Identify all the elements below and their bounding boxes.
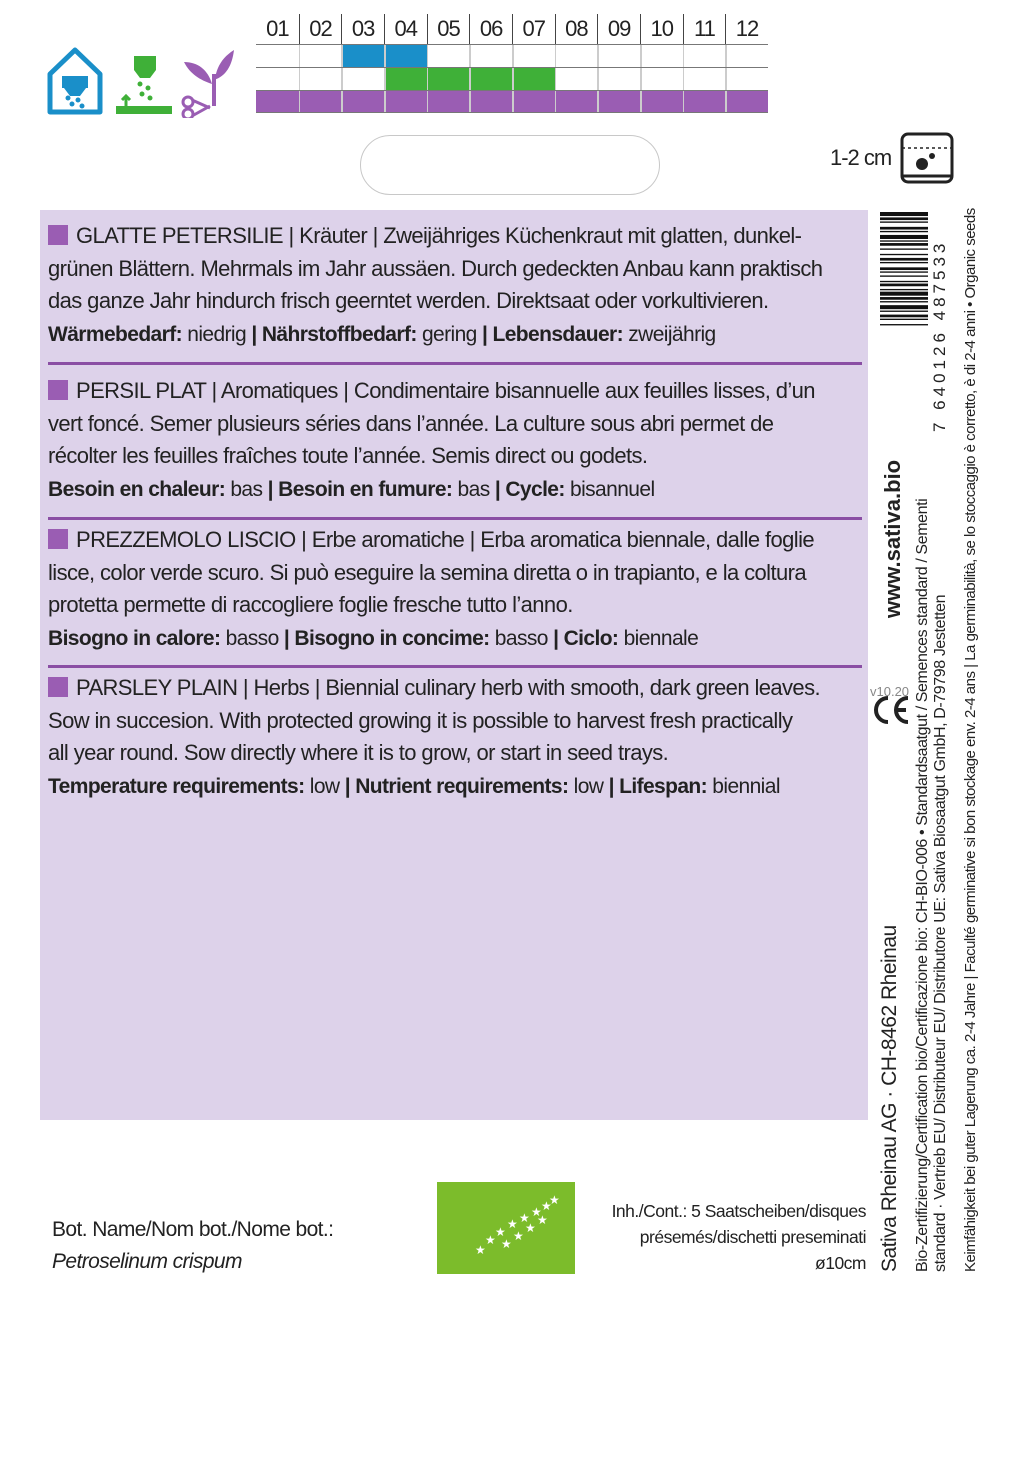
calendar-gridline: [640, 91, 642, 112]
barcode-bar: [880, 227, 928, 230]
property-value: zweijährig: [628, 322, 716, 346]
house-seed-tray-icon: [46, 46, 104, 116]
company-address: Sativa Rheinau AG · CH-8462 Rheinau: [878, 925, 901, 1272]
section-divider: [48, 517, 862, 520]
barcode-bar: [880, 267, 928, 270]
month-label: 04: [384, 14, 427, 44]
month-label: 06: [469, 14, 512, 44]
calendar-gridline: [384, 45, 386, 67]
property-label: Lebensdauer:: [492, 322, 629, 346]
eu-star-icon: ★: [537, 1213, 548, 1227]
property-label: Wärmebedarf:: [48, 322, 188, 346]
property-value: bisannuel: [570, 477, 655, 501]
section-text-line: lisce, color verde scuro. Si può eseguire la semina diretta o in trapianto, e la coltura: [48, 559, 806, 585]
month-label: 01: [266, 16, 289, 41]
calendar-gridline: [299, 68, 301, 90]
section-text-line: Sow in succesion. With protected growing it is possible to harvest fresh practically: [48, 707, 793, 733]
version-label: v10.20: [870, 684, 910, 699]
content-line: Inh./Cont.: 5 Saatscheiben/disques: [611, 1201, 866, 1221]
month-label: 08: [555, 14, 598, 44]
eu-star-icon: ★: [495, 1225, 506, 1239]
calendar-gridline: [512, 91, 514, 112]
section-properties: [48, 772, 862, 802]
section-properties: [48, 320, 862, 350]
hang-hole: [360, 135, 660, 195]
eu-star-icon: ★: [531, 1205, 542, 1219]
separator: |: [339, 774, 356, 798]
description-section: [48, 672, 862, 802]
content-line: ø10cm: [815, 1253, 866, 1273]
property-label: Besoin en chaleur:: [48, 477, 231, 501]
section-text-line: all year round. Sow directly where it is to grow, or start in seed trays.: [48, 740, 669, 765]
calendar-gridline: [640, 45, 642, 67]
certification-line-1: Bio-Zertifizierung/Certification bio/Certificazione bio: CH-BIO-006 • Standardsaatgut / Semences standard / Sementi: [914, 498, 931, 1272]
calendar-gridline: [427, 68, 429, 90]
barcode-bar: [880, 235, 928, 239]
barcode-bar: [880, 221, 928, 222]
calendar-row-sow-outdoor: [256, 67, 768, 90]
calendar-gridline: [299, 45, 301, 67]
barcode-bar: [880, 292, 928, 296]
description-section: [48, 524, 862, 654]
barcode-bar: [880, 315, 928, 318]
separator: |: [489, 477, 506, 501]
calendar-gridline: [299, 91, 301, 112]
month-label: 09: [597, 14, 640, 44]
calendar-gridline: [427, 91, 429, 112]
calendar-row-harvest: [256, 90, 768, 113]
barcode-number: 7 640126 487533: [930, 239, 949, 432]
eu-star-icon: ★: [519, 1211, 530, 1225]
section-title: GLATTE PETERSILIE | Kräuter | Zweijähriges Küchenkraut mit glatten, dunkel-: [76, 223, 802, 248]
property-label: Cycle:: [505, 477, 571, 501]
section-body: [48, 672, 862, 770]
botanical-name-label: Bot. Name/Nom bot./Nome bot.:: [52, 1218, 334, 1241]
eu-star-icon: ★: [475, 1243, 486, 1257]
property-value: biennale: [623, 626, 699, 650]
outdoor-sowing-icon: [114, 52, 174, 118]
calendar-gridline: [725, 91, 727, 112]
sowing-calendar-grid: [256, 44, 768, 113]
barcode-bar: [880, 275, 928, 276]
calendar-gridline: [512, 68, 514, 90]
calendar-gridline: [597, 91, 599, 112]
certification-text: [914, 499, 950, 1272]
purple-square-icon: [48, 529, 68, 549]
eu-star-icon: ★: [485, 1233, 496, 1247]
sowing-depth-label: 1-2 cm: [830, 145, 892, 170]
calendar-gridline: [555, 68, 557, 90]
website-link[interactable]: www.sativa.bio: [880, 459, 905, 618]
calendar-row-sow-indoor: [256, 44, 768, 67]
calendar-gridline: [683, 68, 685, 90]
barcode-bar: [880, 289, 928, 290]
eu-star-icon: ★: [541, 1199, 552, 1213]
content-line: présemés/dischetti preseminati: [639, 1227, 866, 1247]
calendar-gridline: [555, 45, 557, 67]
barcode-bar: [880, 319, 928, 320]
section-properties: [48, 475, 862, 505]
calendar-gridline: [341, 68, 343, 90]
separator: |: [246, 322, 262, 346]
section-text-line: récolter les feuilles fraîches toute l’année. Semis direct ou godets.: [48, 443, 648, 468]
eu-star-icon: ★: [513, 1229, 524, 1243]
calendar-gridline: [555, 91, 557, 112]
calendar-gridline: [683, 45, 685, 67]
calendar-gridline: [384, 68, 386, 90]
section-divider: [48, 665, 862, 668]
barcode-bar: [880, 254, 928, 255]
property-value: bas: [457, 477, 490, 501]
calendar-gridline: [597, 68, 599, 90]
separator: |: [278, 626, 295, 650]
purple-square-icon: [48, 380, 68, 400]
eu-star-icon: ★: [507, 1217, 518, 1231]
section-divider: [48, 362, 862, 365]
separator: |: [476, 322, 493, 346]
calendar-gridline: [469, 91, 471, 112]
property-label: Lifespan:: [619, 774, 713, 798]
purple-square-icon: [48, 677, 68, 697]
certification-line-2: standard · Vertrieb EU/ Distributeur EU/ Distributore UE: Sativa Biosaatgut GmbH, D-79798 Jestetten: [932, 594, 949, 1272]
month-label: 05: [427, 14, 470, 44]
barcode-bar: [880, 240, 928, 241]
ce-mark-icon: [870, 690, 910, 746]
calendar-gridline: [427, 45, 429, 67]
property-value: biennial: [712, 774, 780, 798]
separator: |: [547, 626, 564, 650]
property-value: basso: [494, 626, 548, 650]
calendar-gridline: [683, 91, 685, 112]
barcode-bar: [880, 262, 928, 263]
section-body: [48, 524, 862, 622]
barcode-bar: [880, 258, 928, 261]
eu-star-icon: ★: [525, 1221, 536, 1235]
package-content: [590, 1198, 866, 1276]
property-label: Temperature requirements:: [48, 774, 310, 798]
section-title-line: [48, 672, 862, 705]
section-title-line: [48, 524, 862, 557]
property-value: basso: [225, 626, 279, 650]
section-body: [48, 220, 862, 318]
barcode-bar: [880, 297, 928, 300]
calendar-gridline: [341, 91, 343, 112]
purple-square-icon: [48, 225, 68, 245]
calendar-gridline: [725, 45, 727, 67]
eu-star-icon: ★: [549, 1193, 560, 1207]
barcode-bar: [880, 231, 928, 232]
section-text-line: protetta permette di raccogliere foglie fresche tutto l’anno.: [48, 592, 573, 617]
calendar-gridline: [341, 45, 343, 67]
section-title: PREZZEMOLO LISCIO | Erbe aromatiche | Erba aromatica biennale, dalle foglie: [76, 527, 814, 552]
barcode-bar: [880, 281, 928, 282]
section-text-line: vert foncé. Semer plusieurs séries dans l’année. La culture sous abri permet de: [48, 410, 774, 436]
eu-organic-leaf-icon: [437, 1182, 575, 1274]
barcode-bar: [880, 271, 928, 272]
calendar-months: [256, 14, 768, 44]
separator: |: [262, 477, 279, 501]
description-section: [48, 375, 862, 505]
property-label: Bisogno in calore:: [48, 626, 226, 650]
barcode-bar: [880, 248, 928, 249]
barcode-bar: [880, 243, 928, 246]
calendar-gridline: [512, 45, 514, 67]
plant-scissors-icon: [178, 44, 244, 118]
calendar-gridline: [384, 91, 386, 112]
property-value: gering: [421, 322, 477, 346]
description-section: [48, 220, 862, 350]
section-text-line: das ganze Jahr hindurch frisch geerntet werden. Direktsaat oder vorkultivieren.: [48, 288, 769, 313]
botanical-name: Petroselinum crispum: [52, 1250, 242, 1273]
property-value: low: [573, 774, 604, 798]
barcode-bar: [880, 284, 928, 287]
calendar-gridline: [597, 45, 599, 67]
calendar-gridline: [469, 68, 471, 90]
barcode-bar: [880, 212, 928, 216]
section-title-line: [48, 375, 862, 408]
barcode-bar: [880, 301, 928, 302]
property-value: bas: [230, 477, 263, 501]
month-label: 10: [640, 14, 683, 44]
property-label: Nutrient requirements:: [355, 774, 574, 798]
section-text-line: grünen Blättern. Mehrmals im Jahr aussäen. Durch gedeckten Anbau kann praktisch: [48, 255, 823, 281]
month-label: 12: [725, 14, 768, 44]
eu-star-icon: ★: [501, 1237, 512, 1251]
property-label: Nährstoffbedarf:: [261, 322, 422, 346]
property-label: Bisogno in concime:: [294, 626, 495, 650]
section-properties: [48, 624, 862, 654]
month-label: 02: [299, 14, 342, 44]
property-label: Besoin en fumure:: [278, 477, 458, 501]
section-title: PERSIL PLAT | Aromatiques | Condimentaire bisannuelle aux feuilles lisses, d’un: [76, 378, 815, 403]
section-title: PARSLEY PLAIN | Herbs | Biennial culinary herb with smooth, dark green leaves.: [76, 675, 820, 700]
germination-text: Keimfähigkeit bei guter Lagerung ca. 2-4 Jahre | Faculté germinative si bon stockage env. 2-4 ans | La germinabilità, se lo stoccaggio è corretto, è di 2-4 anni • Organic seeds: [962, 208, 979, 1272]
calendar-gridline: [725, 68, 727, 90]
calendar-gridline: [469, 45, 471, 67]
seed-depth-icon: [900, 132, 954, 184]
section-body: [48, 375, 862, 473]
barcode-bar: [880, 324, 928, 325]
barcode-bar: [880, 311, 928, 312]
month-label: 07: [512, 14, 555, 44]
property-value: niedrig: [187, 322, 247, 346]
section-title-line: [48, 220, 862, 253]
property-label: Ciclo:: [563, 626, 624, 650]
calendar-gridline: [640, 68, 642, 90]
month-label: 03: [341, 14, 384, 44]
property-value: low: [309, 774, 340, 798]
barcode-bar: [880, 305, 928, 309]
month-label: 11: [683, 14, 726, 44]
separator: |: [603, 774, 620, 798]
description-panel: [40, 210, 868, 1120]
barcode-bar: [880, 217, 928, 220]
